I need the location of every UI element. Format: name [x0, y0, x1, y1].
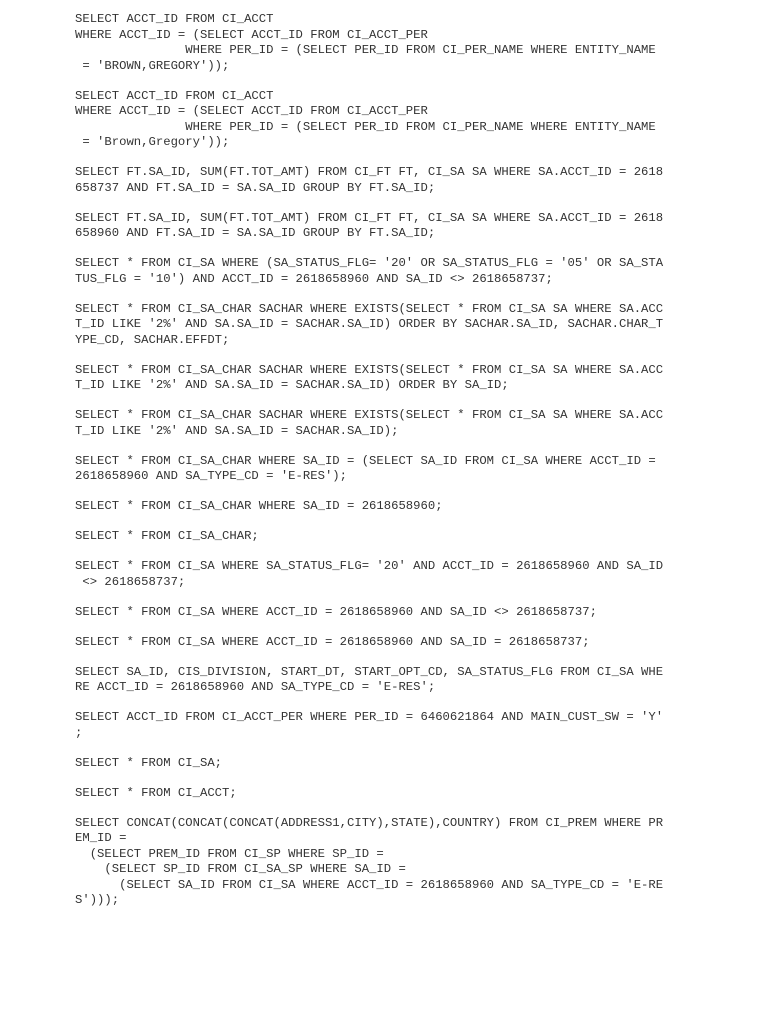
sql-line: SELECT * FROM CI_SA; [75, 755, 223, 770]
sql-line: SELECT * FROM CI_SA WHERE ACCT_ID = 2618658960 AND SA_ID = 2618658737; [75, 634, 590, 649]
sql-query-block [75, 756, 695, 772]
sql-line: 2618658960 AND SA_TYPE_CD = 'E-RES'); [75, 469, 347, 483]
sql-query-block [75, 211, 695, 242]
sql-line: 658737 AND FT.SA_ID = SA.SA_ID GROUP BY FT.SA_ID; [75, 180, 436, 195]
sql-line: S'))); [75, 893, 120, 907]
sql-line: EM_ID = [75, 831, 127, 845]
sql-line: <> 2618658737; [75, 574, 186, 589]
sql-line: TUS_FLG = '10') AND ACCT_ID = 2618658960 AND SA_ID <> 2618658737; [75, 271, 553, 286]
sql-query-block [75, 665, 695, 696]
sql-line: SELECT FT.SA_ID, SUM(FT.TOT_AMT) FROM CI_FT FT, CI_SA SA WHERE SA.ACCT_ID = 2618 [75, 165, 664, 179]
sql-query-block [75, 816, 695, 909]
sql-query-block [75, 559, 695, 590]
sql-query-block [75, 499, 695, 515]
sql-query-block [75, 710, 695, 741]
sql-query-block [75, 529, 695, 545]
sql-line: SELECT ACCT_ID FROM CI_ACCT_PER WHERE PER_ID = 6460621864 AND MAIN_CUST_SW = 'Y' [75, 710, 664, 724]
sql-line: = 'BROWN,GREGORY')); [75, 58, 230, 73]
sql-line: T_ID LIKE '2%' AND SA.SA_ID = SACHAR.SA_ID); [75, 423, 399, 438]
sql-query-block [75, 635, 695, 651]
sql-line: WHERE PER_ID = (SELECT PER_ID FROM CI_PER_NAME WHERE ENTITY_NAME [75, 43, 656, 57]
sql-line: WHERE PER_ID = (SELECT PER_ID FROM CI_PER_NAME WHERE ENTITY_NAME [75, 119, 656, 134]
sql-line: SELECT * FROM CI_SA_CHAR WHERE SA_ID = (SELECT SA_ID FROM CI_SA WHERE ACCT_ID = [75, 453, 656, 468]
sql-query-block [75, 454, 695, 485]
sql-line: SELECT * FROM CI_SA WHERE SA_STATUS_FLG= '20' AND ACCT_ID = 2618658960 AND SA_ID [75, 559, 664, 573]
sql-line: (SELECT SP_ID FROM CI_SA_SP WHERE SA_ID = [75, 862, 406, 876]
sql-query-block [75, 786, 695, 802]
sql-line: SELECT ACCT_ID FROM CI_ACCT [75, 88, 274, 103]
sql-line: = 'Brown,Gregory')); [75, 135, 230, 149]
sql-line: WHERE ACCT_ID = (SELECT ACCT_ID FROM CI_ACCT_PER [75, 104, 428, 118]
sql-line: SELECT * FROM CI_SA_CHAR SACHAR WHERE EXISTS(SELECT * FROM CI_SA SA WHERE SA.ACC [75, 301, 664, 316]
sql-query-block [75, 256, 695, 287]
sql-line: (SELECT SA_ID FROM CI_SA WHERE ACCT_ID = 2618658960 AND SA_TYPE_CD = 'E-RE [75, 877, 664, 892]
sql-line: SELECT SA_ID, CIS_DIVISION, START_DT, START_OPT_CD, SA_STATUS_FLG FROM CI_SA WHE [75, 664, 664, 679]
sql-query-block [75, 302, 695, 349]
sql-line: SELECT * FROM CI_SA WHERE ACCT_ID = 2618658960 AND SA_ID <> 2618658737; [75, 604, 597, 619]
sql-line: 658960 AND FT.SA_ID = SA.SA_ID GROUP BY FT.SA_ID; [75, 226, 436, 240]
sql-line: YPE_CD, SACHAR.EFFDT; [75, 332, 230, 347]
sql-query-block [75, 89, 695, 151]
sql-line: SELECT FT.SA_ID, SUM(FT.TOT_AMT) FROM CI_FT FT, CI_SA SA WHERE SA.ACCT_ID = 2618 [75, 210, 664, 225]
sql-line: SELECT * FROM CI_SA_CHAR; [75, 529, 259, 543]
sql-line: ; [75, 725, 83, 740]
sql-line: SELECT * FROM CI_SA_CHAR SACHAR WHERE EXISTS(SELECT * FROM CI_SA SA WHERE SA.ACC [75, 362, 664, 377]
sql-line: SELECT * FROM CI_SA_CHAR WHERE SA_ID = 2618658960; [75, 499, 443, 513]
sql-query-block [75, 363, 695, 394]
sql-line: T_ID LIKE '2%' AND SA.SA_ID = SACHAR.SA_ID) ORDER BY SACHAR.SA_ID, SACHAR.CHAR_T [75, 317, 664, 331]
sql-line: SELECT * FROM CI_ACCT; [75, 785, 237, 800]
sql-line: (SELECT PREM_ID FROM CI_SP WHERE SP_ID = [75, 846, 384, 861]
sql-line: RE ACCT_ID = 2618658960 AND SA_TYPE_CD = 'E-RES'; [75, 680, 436, 694]
sql-line: SELECT * FROM CI_SA WHERE (SA_STATUS_FLG= '20' OR SA_STATUS_FLG = '05' OR SA_STA [75, 256, 664, 270]
sql-query-block [75, 605, 695, 621]
sql-document [75, 12, 695, 923]
sql-line: SELECT * FROM CI_SA_CHAR SACHAR WHERE EXISTS(SELECT * FROM CI_SA SA WHERE SA.ACC [75, 408, 664, 422]
sql-query-block [75, 12, 695, 74]
sql-line: WHERE ACCT_ID = (SELECT ACCT_ID FROM CI_ACCT_PER [75, 27, 428, 42]
sql-query-block [75, 408, 695, 439]
sql-line: T_ID LIKE '2%' AND SA.SA_ID = SACHAR.SA_ID) ORDER BY SA_ID; [75, 378, 509, 392]
sql-query-block [75, 165, 695, 196]
sql-line: SELECT CONCAT(CONCAT(CONCAT(ADDRESS1,CITY),STATE),COUNTRY) FROM CI_PREM WHERE PR [75, 815, 664, 830]
sql-line: SELECT ACCT_ID FROM CI_ACCT [75, 12, 274, 26]
